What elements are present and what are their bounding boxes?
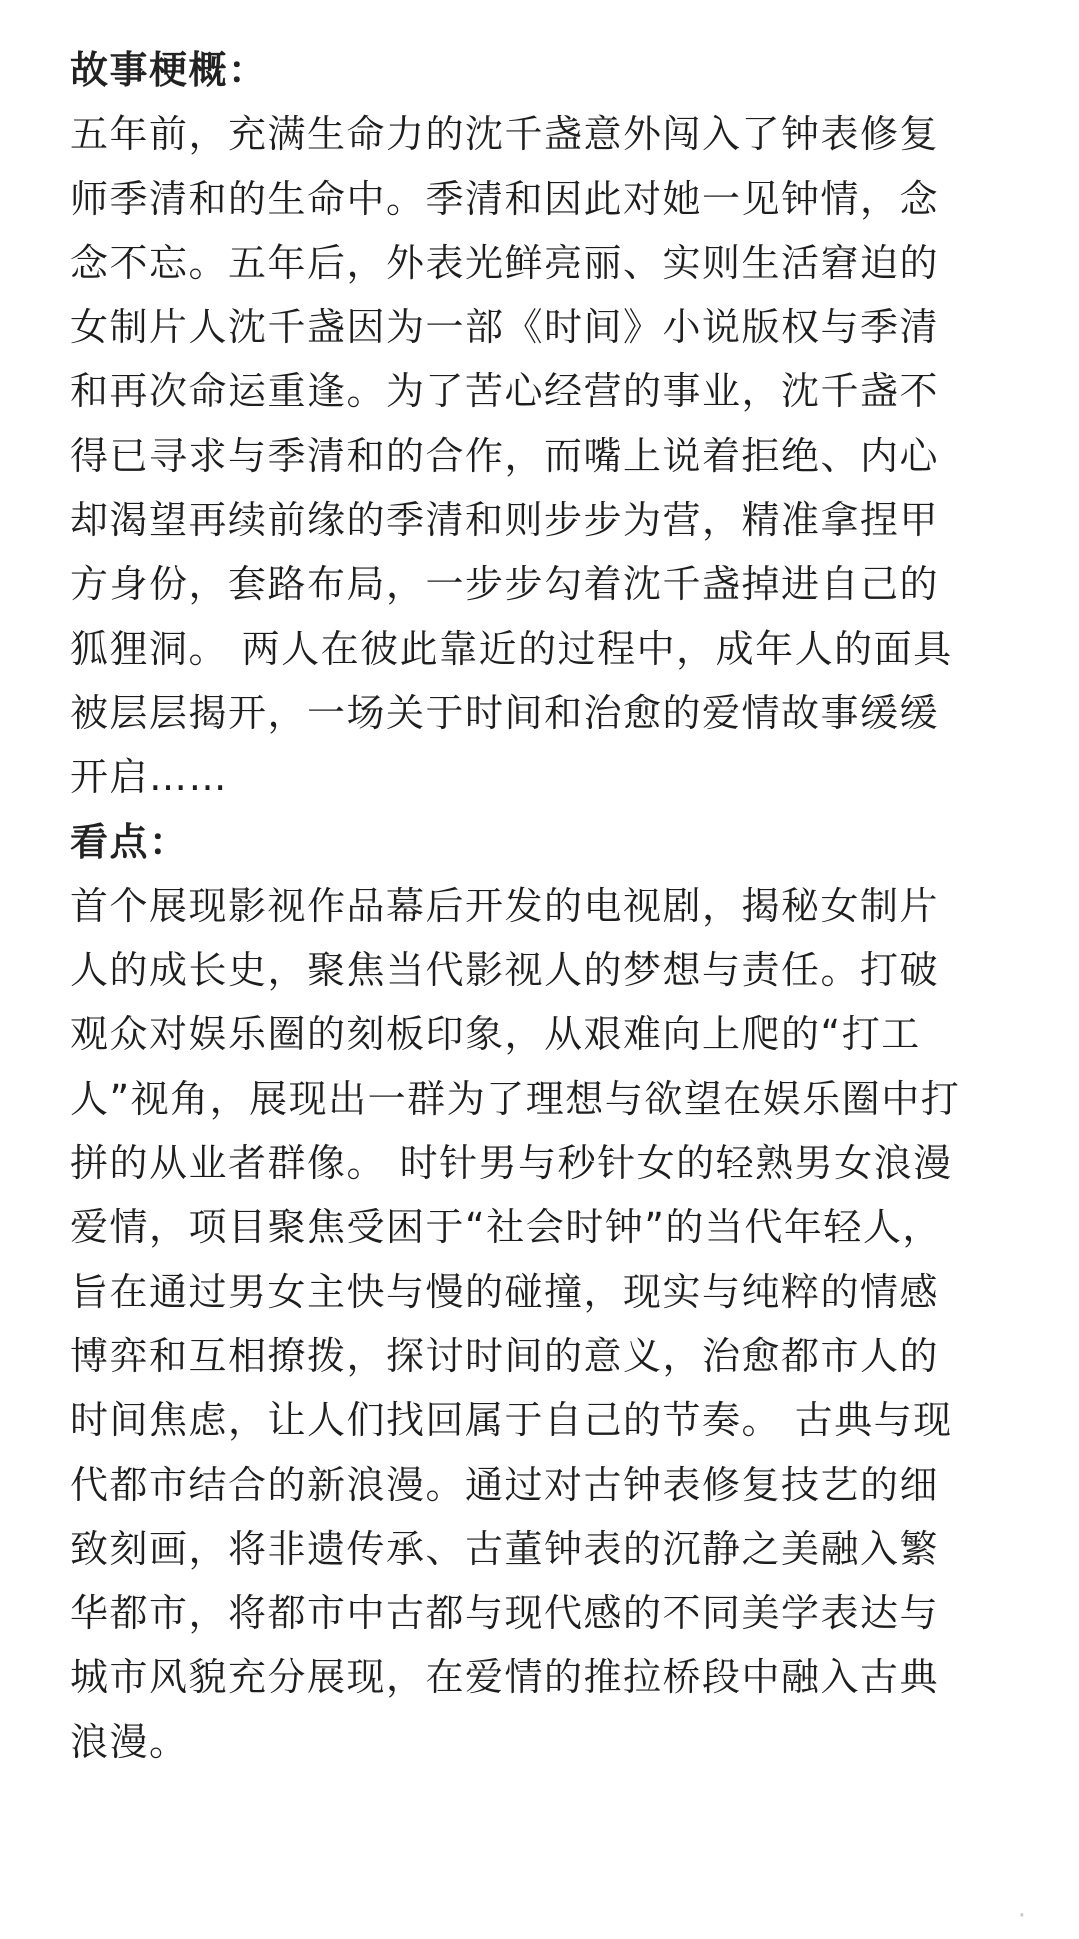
- synopsis-line: 和再次命运重逢。为了苦心经营的事业，沈千盏不: [70, 369, 940, 414]
- synopsis-line: 得已寻求与季清和的合作，而嘴上说着拒绝、内心: [70, 433, 940, 478]
- highlights-line: 爱情，项目聚焦受困于“社会时钟”的当代年轻人，: [70, 1205, 942, 1250]
- synopsis-line: 师季清和的生命中。季清和因此对她一见钟情，念: [70, 176, 940, 221]
- highlights-line: 旨在通过男女主快与慢的碰撞，现实与纯粹的情感: [70, 1269, 940, 1314]
- highlights-line: 城市风貌充分展现，在爱情的推拉桥段中融入古典: [70, 1655, 940, 1700]
- watermark: ·: [1017, 1901, 1027, 1931]
- highlights-heading: 看点：: [70, 819, 189, 864]
- highlights-line: 时间焦虑，让人们找回属于自己的节奏。 古典与现: [70, 1398, 953, 1443]
- highlights-line: 首个展现影视作品幕后开发的电视剧，揭秘女制片: [70, 883, 940, 928]
- highlights-line: 致刻画，将非遗传承、古董钟表的沉静之美融入繁: [70, 1526, 940, 1571]
- synopsis-line: 五年前，充满生命力的沈千盏意外闯入了钟表修复: [70, 112, 940, 157]
- synopsis-line: 开启……: [70, 755, 229, 800]
- synopsis-line: 却渴望再续前缘的季清和则步步为营，精准拿捏甲: [70, 498, 940, 543]
- highlights-line: 浪漫。: [70, 1719, 189, 1764]
- highlights-line: 观众对娱乐圈的刻板印象，从艰难向上爬的“打工: [70, 1012, 921, 1057]
- synopsis-heading: 故事梗概：: [70, 48, 268, 92]
- highlights-line: 博弈和互相撩拨，探讨时间的意义，治愈都市人的: [70, 1333, 940, 1378]
- highlights-line: 拼的从业者群像。 时针男与秒针女的轻熟男女浪漫: [70, 1141, 953, 1186]
- synopsis-line: 念不忘。五年后，外表光鲜亮丽、实则生活窘迫的: [70, 240, 940, 285]
- synopsis-line: 被层层揭开，一场关于时间和治愈的爱情故事缓缓: [70, 690, 940, 735]
- highlights-line: 人”视角，展现出一群为了理想与欲望在娱乐圈中打: [70, 1076, 961, 1121]
- highlights-line: 人的成长史，聚焦当代影视人的梦想与责任。打破: [70, 948, 940, 993]
- highlights-line: 华都市，将都市中古都与现代感的不同美学表达与: [70, 1591, 940, 1636]
- synopsis-line: 女制片人沈千盏因为一部《时间》小说版权与季清: [70, 305, 940, 350]
- article-body: [70, 38, 1030, 1774]
- synopsis-line: 方身份，套路布局，一步步勾着沈千盏掉进自己的: [70, 562, 940, 607]
- synopsis-line: 狐狸洞。 两人在彼此靠近的过程中，成年人的面具: [70, 626, 953, 671]
- highlights-line: 代都市结合的新浪漫。通过对古钟表修复技艺的细: [70, 1462, 940, 1507]
